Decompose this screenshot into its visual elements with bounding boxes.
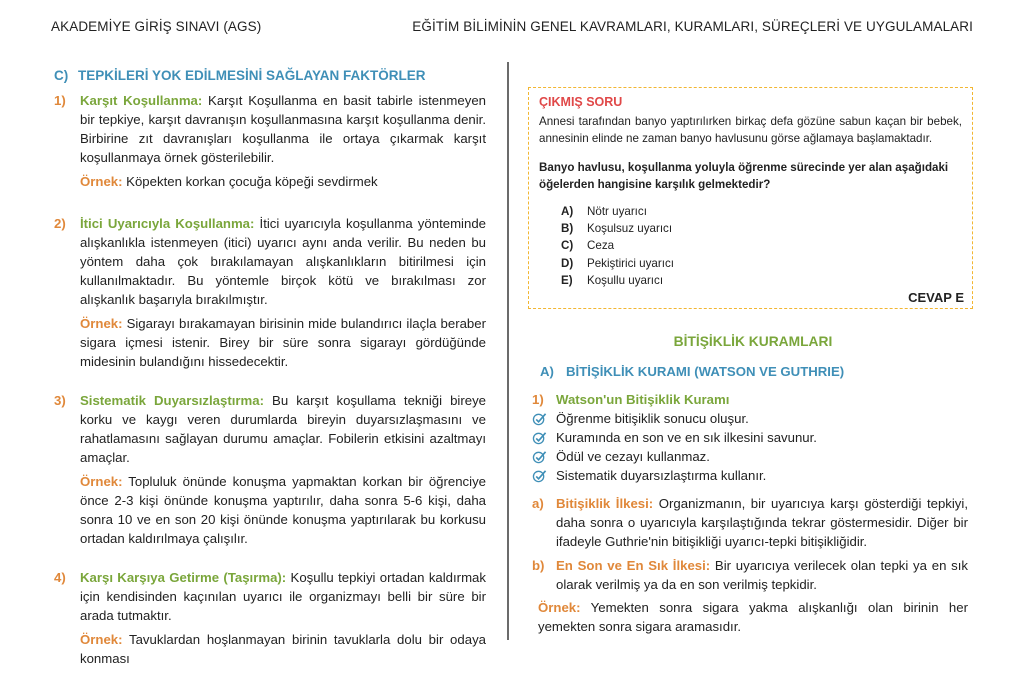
- example-text: Topluluk önünde konuşma yapmaktan korkan bir öğrenciye önce 2-3 kişi önünde konuşma yaptırılır, daha sonra 5-6 kişi, daha sonra 10 ve en son 20 kişi önünde konuşma yaptırılarak bu korkusu ortadan kaldırılmaya çalışılır.: [80, 474, 486, 546]
- check-item: [532, 409, 817, 428]
- check-item: [532, 428, 817, 447]
- example-label: Örnek:: [80, 174, 123, 189]
- option-c: [561, 237, 962, 254]
- example-text: Köpekten korkan çocuğa köpeği sevdirmek: [122, 174, 378, 189]
- item-number: 1): [54, 93, 66, 108]
- example-label: Örnek:: [80, 474, 123, 489]
- option-key: D): [561, 256, 574, 270]
- check-text: Sistematik duyarsızlaştırma kullanır.: [556, 468, 767, 483]
- list-item: [54, 91, 486, 191]
- item-body: Karşıt Koşullanma en basit tabirle istenmeyen bir tepkiye, karşıt davranışın koşullanmasına karşıt koşullanma denir. Birbirine zıt davranışları koşullanma ile ortaya çıkarmak karşıt koşullanmaya örnek gösterilebilir.: [80, 93, 487, 165]
- example: [80, 172, 486, 191]
- option-text: Koşulsuz uyarıcı: [587, 222, 673, 236]
- option-key: E): [561, 273, 573, 287]
- example-label: Örnek:: [538, 600, 581, 615]
- check-icon: [532, 412, 547, 426]
- option-text: Pekiştirici uyarıcı: [587, 256, 674, 270]
- option-text: Nötr uyarıcı: [587, 205, 647, 218]
- check-icon: [532, 469, 547, 483]
- example: [80, 630, 486, 668]
- check-list: [532, 409, 817, 485]
- option-d: [561, 255, 962, 272]
- example-text: Yemekten sonra sigara yakma alışkanlığı olan birinin her yemekten sonra sigara aramasıdır.: [538, 600, 968, 634]
- option-a: [561, 203, 962, 220]
- item-body: Koşullu tepkiyi ortadan kaldırmak için kendisinden kaçınılan uyarıcı ile organizmayı belli bir süre bir arada tutmaktır.: [80, 570, 486, 623]
- item-number: 2): [54, 216, 66, 231]
- option-text: Ceza: [587, 239, 615, 253]
- example-text: Sigarayı bırakamayan birisinin mide bulandırıcı ilaçla beraber sigara içmesi istenir. Birey bir süre sonra sigarayı gördüğünde midesinin bulandığını hissedecektir.: [80, 316, 486, 369]
- watson-title: Watson'un Bitişiklik Kuramı: [556, 392, 730, 407]
- watson-heading: [532, 390, 729, 409]
- list-item: [54, 568, 486, 668]
- check-text: Öğrenme bitişiklik sonucu oluşur.: [556, 411, 749, 426]
- item-body: İtici uyarıcıyla koşullanma yönteminde alışkanlıkla istenmeyen (itici) uyarıcı aynı anda verilir. Bu neden bu yöntem daha çok bırakılamayan alışkanlıkların bitirilmesi için kullanılmaktadır. Bu yöntemle birçok kötü ve bırakılması zor alışkanlık başarıyla bırakılmıştır.: [80, 216, 486, 307]
- answer-options: [561, 203, 962, 289]
- section-title: [54, 66, 486, 85]
- item-heading: Karşı Karşıya Getirme (Taşırma):: [80, 570, 287, 585]
- option-e: [561, 272, 962, 289]
- principle-key: a): [532, 496, 544, 511]
- option-key: B): [561, 222, 574, 236]
- principle-body: Bir uyarıcıya verilecek olan tepki ya en sık olarak verilmiş ya da en son verilmiş tepkidir.: [556, 558, 968, 592]
- check-item: [532, 447, 817, 466]
- list-item: [54, 391, 486, 548]
- option-text: Koşullu uyarıcı: [587, 273, 664, 287]
- item-heading: İtici Uyarıcıyla Koşullanma:: [80, 216, 255, 231]
- check-text: Kuramında en son ve en sık ilkesini savunur.: [556, 430, 817, 445]
- check-icon: [532, 431, 547, 445]
- principle-heading: En Son ve En Sık İlkesi:: [556, 558, 711, 573]
- item-number: 3): [54, 393, 66, 408]
- item-number: 4): [54, 570, 66, 585]
- subsection-letter: A): [540, 364, 554, 379]
- example-label: Örnek:: [80, 316, 123, 331]
- section-title-text: TEPKİLERİ YOK EDİLMESİNİ SAĞLAYAN FAKTÖRLER: [78, 68, 426, 83]
- principle-body: Organizmanın, bir uyarıcıya karşı gösterdiği tepkiyi, daha sonra o uyarıcıyla karşılaştığında tekrar göstermesidir. Diğer bir ifadeyle Guthrie'nin bitişikliği uyarıcı-tepki bitişikliğidir.: [556, 496, 968, 549]
- past-question-box: [528, 87, 973, 309]
- check-text: Ödül ve cezayı kullanmaz.: [556, 449, 710, 464]
- left-column: [54, 66, 486, 685]
- example: [80, 314, 486, 371]
- header-left: AKADEMİYE GİRİŞ SINAVI (AGS): [51, 19, 262, 34]
- option-key: A): [561, 205, 574, 218]
- option-key: C): [561, 239, 574, 253]
- subsection-title-text: BİTİŞİKLİK KURAMI (WATSON VE GUTHRIE): [566, 364, 845, 379]
- item-number: 1): [532, 392, 544, 407]
- example-text: Tavuklardan hoşlanmayan birinin tavuklarla dolu bir odaya konması: [80, 632, 486, 666]
- example-label: Örnek:: [80, 632, 123, 647]
- principle-contiguity: [532, 494, 968, 551]
- example: [80, 472, 486, 548]
- item-body: Bu karşıt koşullama tekniği bireye korku ve kaygı veren durumlarda bireyin duyarsızlaşmasını ve rahatlamasını sağlayan durumu amaçlar. Fobilerin etkisini azaltmayı amaçlar.: [80, 393, 486, 465]
- past-question-title: ÇIKMIŞ SORU: [539, 95, 623, 109]
- example: [538, 598, 968, 636]
- principle-key: b): [532, 558, 545, 573]
- list-item: [54, 214, 486, 371]
- option-b: [561, 220, 962, 237]
- answer-label: CEVAP E: [908, 290, 964, 305]
- principle-heading: Bitişiklik İlkesi:: [556, 496, 654, 511]
- check-icon: [532, 450, 547, 464]
- question-prompt: Banyo havlusu, koşullanma yoluyla öğrenme sürecinde yer alan aşağıdaki öğelerden hangisine karşılık gelmektedir?: [539, 161, 949, 191]
- item-heading: Sistematik Duyarsızlaştırma:: [80, 393, 264, 408]
- column-divider: [507, 62, 509, 640]
- question-text: Annesi tarafından banyo yaptırılırken birkaç defa gözüne sabun kaçan bir bebek, annesinin elinde ne zaman banyo havlusunu görse ağlamaya başlamaktadır.: [539, 115, 962, 145]
- principle-recency-frequency: [532, 556, 968, 594]
- section-letter: C): [54, 68, 69, 83]
- item-heading: Karşıt Koşullanma:: [80, 93, 203, 108]
- right-subsection-title: [540, 364, 844, 379]
- right-section-title: BİTİŞİKLİK KURAMLARI: [673, 334, 833, 349]
- header-right: EĞİTİM BİLİMİNİN GENEL KAVRAMLARI, KURAMLARI, SÜREÇLERİ VE UYGULAMALARI: [412, 19, 973, 34]
- check-item: [532, 466, 817, 485]
